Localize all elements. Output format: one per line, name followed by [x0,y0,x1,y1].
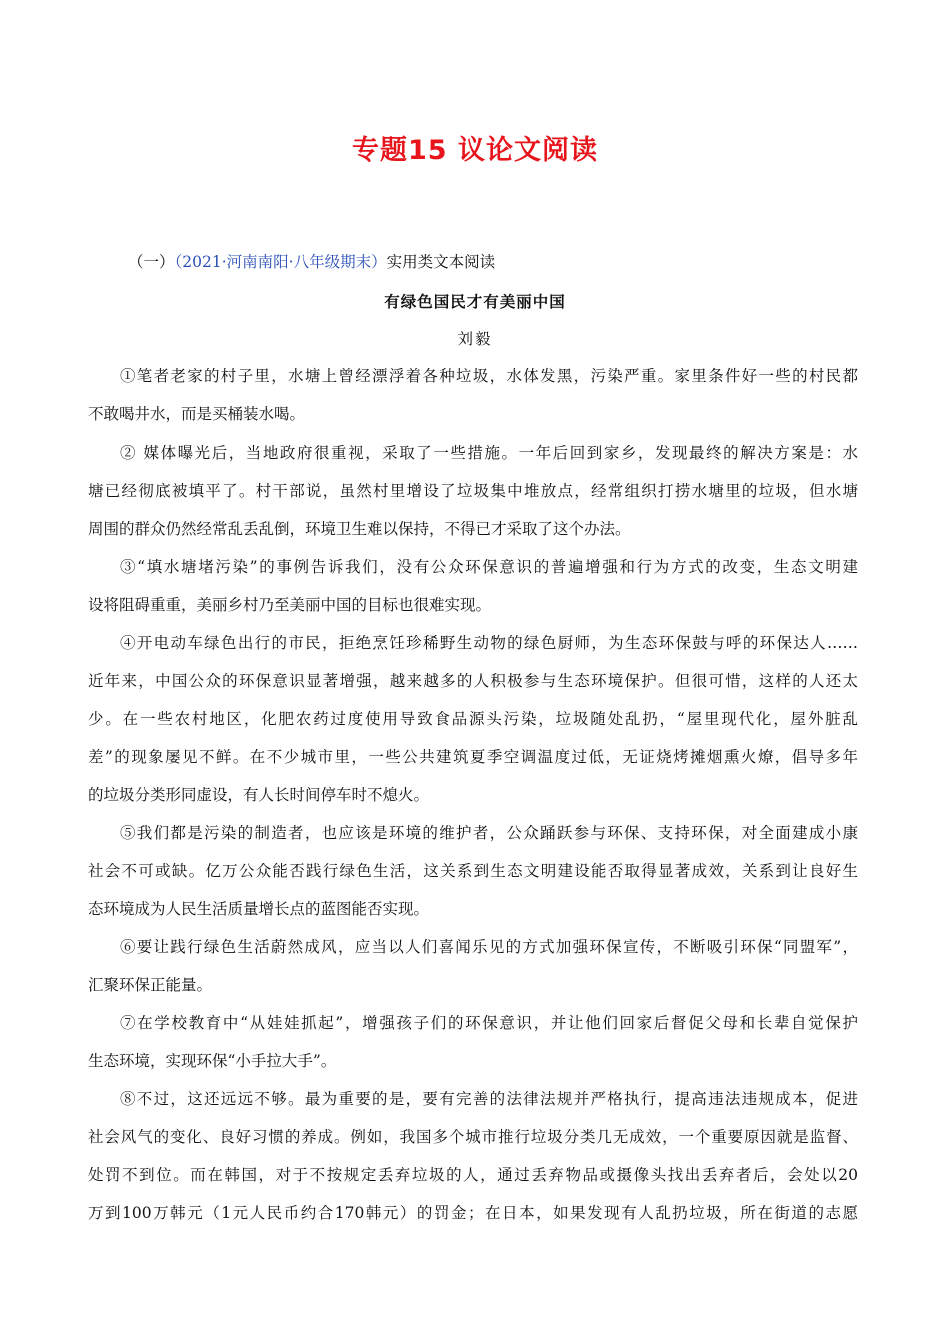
body-line: 不敢喝井水，而是买桶装水喝。 [88,405,306,423]
body-line: 生态环境，实现环保“小手拉大手”。 [88,1052,337,1070]
body-line: ①笔者老家的村子里，水塘上曾经漂浮着各种垃圾，水体发黑，污染严重。家里条件好一些的村民都 [120,367,858,385]
body-line: 设将阻碍重重，美丽乡村乃至美丽中国的目标也很难实现。 [88,596,492,614]
section-source: （2021·河南南阳·八年级期末） [174,253,387,271]
body-line: 的垃圾分类形同虚设，有人长时间停车时不熄火。 [88,786,430,804]
body-line: ⑤我们都是污染的制造者，也应该是环境的维护者，公众踊跃参与环保、支持环保，对全面建成小康 [120,824,858,842]
body-line: 塘已经彻底被填平了。村干部说，虽然村里增设了垃圾集中堆放点，经常组织打捞水塘里的垃圾，但水塘 [88,482,858,500]
body-line: 周围的群众仍然经常乱丢乱倒，环境卫生难以保持，不得已才采取了这个办法。 [88,520,631,538]
body-line: 近年来，中国公众的环保意识显著增强，越来越多的人积极参与生态环境保护。但很可惜，这样的人还太 [88,672,858,690]
body-line: ③“填水塘堵污染”的事例告诉我们，没有公众环保意识的普遍增强和行为方式的改变，生态文明建 [120,558,858,576]
section-type: 实用类文本阅读 [386,253,496,271]
body-line: ② 媒体曝光后，当地政府很重视，采取了一些措施。一年后回到家乡，发现最终的解决方案是：水 [120,444,858,462]
body-line: 社会不可或缺。亿万公众能否践行绿色生活，这关系到生态文明建设能否取得显著成效，关系到让良好生 [88,862,858,880]
body-line: ⑧不过，这还远远不够。最为重要的是，要有完善的法律法规并严格执行，提高违法违规成本，促进 [120,1090,858,1108]
body-line: 处罚不到位。而在韩国，对于不按规定丢弃垃圾的人，通过丢弃物品或摄像头找出丢弃者后，会处以20 [88,1166,858,1184]
page-title: 专题15 议论文阅读 [352,135,598,166]
body-line: 万到100万韩元（1元人民币约合170韩元）的罚金；在日本，如果发现有人乱扔垃圾，所在街道的志愿 [88,1204,858,1222]
body-line: 差”的现象屡见不鲜。在不少城市里，一些公共建筑夏季空调温度过低，无证烧烤摊烟熏火燎，倡导多年 [88,748,858,766]
article-author: 刘毅 [457,330,493,348]
body-line: 汇聚环保正能量。 [88,976,213,994]
section-prefix: （一） [128,253,175,271]
body-line: 态环境成为人民生活质量增长点的蓝图能否实现。 [88,900,430,918]
body-line: ④开电动车绿色出行的市民，拒绝烹饪珍稀野生动物的绿色厨师，为生态环保鼓与呼的环保达人…… [120,634,858,652]
body-line: ⑥要让践行绿色生活蔚然成风，应当以人们喜闻乐见的方式加强环保宣传，不断吸引环保“同盟军”， [120,938,858,956]
section-heading [128,250,495,272]
body-line: 少。在一些农村地区，化肥农药过度使用导致食品源头污染，垃圾随处乱扔，“屋里现代化，屋外脏乱 [88,710,858,728]
body-line: ⑦在学校教育中“从娃娃抓起”，增强孩子们的环保意识，并让他们回家后督促父母和长辈自觉保护 [120,1014,858,1032]
article-title: 有绿色国民才有美丽中国 [384,292,566,311]
body-line: 社会风气的变化、良好习惯的养成。例如，我国多个城市推行垃圾分类几无成效，一个重要原因就是监督、 [88,1128,858,1146]
